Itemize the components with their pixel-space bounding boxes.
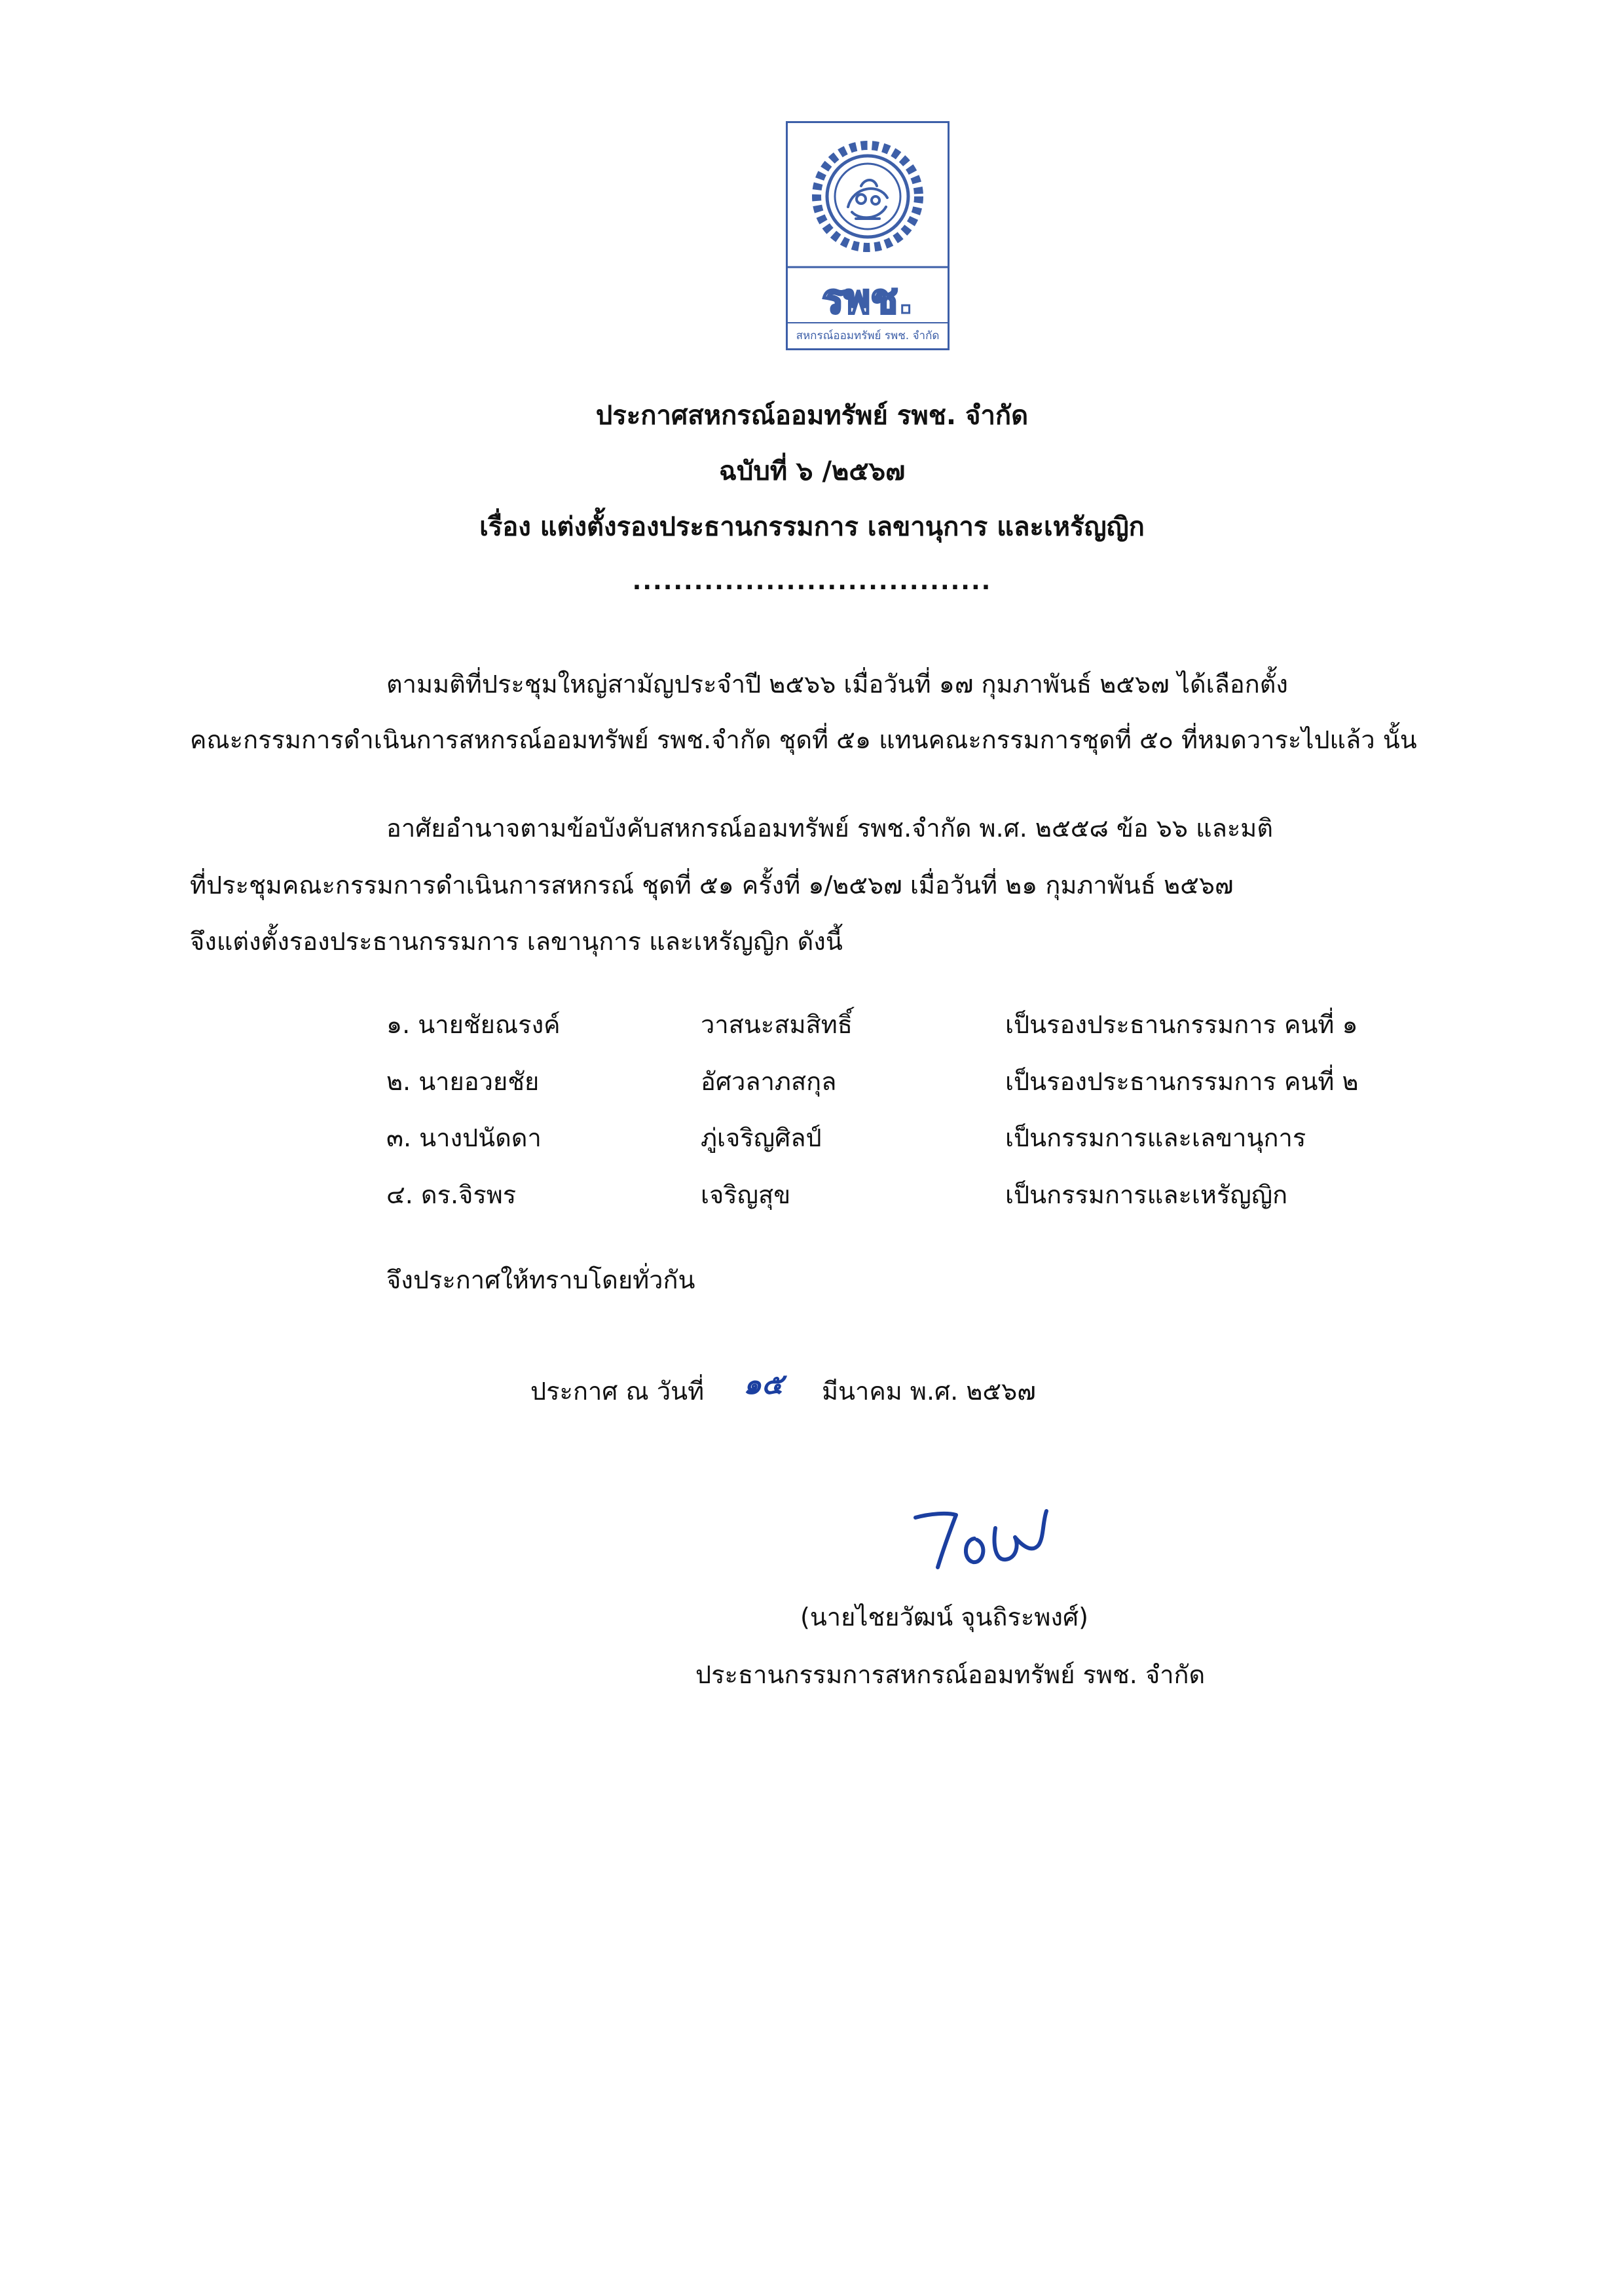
appointee-role: เป็นกรรมการและเหรัญญิก	[1005, 1180, 1288, 1209]
header-divider: ...................................	[632, 568, 992, 595]
paragraph-2-line-1: อาศัยอำนาจตามข้อบังคับสหกรณ์ออมทรัพย์ รพช.จำกัด พ.ศ. ๒๕๕๘ ข้อ ๖๖ และมติ	[386, 814, 1274, 843]
signatory-name: (นายไชยวัฒน์ จุนถิระพงศ์)	[800, 1603, 1088, 1631]
appointee-last-name: วาสนะสมสิทธิ์	[701, 1010, 853, 1039]
appointee-role: เป็นกรรมการและเลขานุการ	[1005, 1123, 1306, 1152]
paragraph-2-line-2: ที่ประชุมคณะกรรมการดำเนินการสหกรณ์ ชุดที่ ๕๑ ครั้งที่ ๑/๒๕๖๗ เมื่อวันที่ ๒๑ กุมภาพันธ์ ๒๕๖๗	[190, 871, 1234, 900]
appointee-first-name: ๓. นางปนัดดา	[386, 1123, 542, 1152]
announcement-date-prefix: ประกาศ ณ วันที่	[530, 1377, 705, 1406]
cooperative-logo	[786, 121, 950, 350]
appointee-first-name: ๒. นายอวยชัย	[386, 1067, 540, 1096]
announcement-month-year: มีนาคม พ.ศ. ๒๕๖๗	[822, 1377, 1036, 1406]
appointee-last-name: อัศวลาภสกุล	[701, 1067, 837, 1096]
announcement-title: ประกาศสหกรณ์ออมทรัพย์ รพช. จำกัด	[595, 401, 1029, 431]
signatory-title: ประธานกรรมการสหกรณ์ออมทรัพย์ รพช. จำกัด	[695, 1660, 1206, 1689]
logo-emblem-icon	[788, 123, 948, 348]
paragraph-2-line-3: จึงแต่งตั้งรองประธานกรรมการ เลขานุการ และเหรัญญิก ดังนี้	[190, 927, 843, 956]
appointee-row	[0, 1118, 1624, 1157]
announcement-number: ฉบับที่ ๖ /๒๕๖๗	[718, 456, 906, 486]
appointee-last-name: ภู่เจริญศิลป์	[701, 1123, 822, 1152]
appointee-last-name: เจริญสุข	[701, 1180, 791, 1209]
appointee-first-name: ๔. ดร.จิรพร	[386, 1180, 517, 1209]
announcement-subject: เรื่อง แต่งตั้งรองประธานกรรมการ เลขานุการ และเหรัญญิก	[479, 512, 1145, 542]
logo-caption: สหกรณ์ออมทรัพย์ รพช. จำกัด	[796, 329, 940, 342]
appointee-role: เป็นรองประธานกรรมการ คนที่ ๒	[1005, 1067, 1359, 1096]
appointee-row	[0, 1062, 1624, 1101]
handwritten-signature-icon	[904, 1499, 1061, 1578]
appointee-first-name: ๑. นายชัยณรงค์	[386, 1010, 561, 1039]
appointee-row	[0, 1005, 1624, 1044]
paragraph-1-line-1: ตามมติที่ประชุมใหญ่สามัญประจำปี ๒๕๖๖ เมื่อวันที่ ๑๗ กุมภาพันธ์ ๒๕๖๗ ได้เลือกตั้ง	[386, 670, 1288, 699]
paragraph-1-line-2: คณะกรรมการดำเนินการสหกรณ์ออมทรัพย์ รพช.จำกัด ชุดที่ ๕๑ แทนคณะกรรมการชุดที่ ๕๐ ที่หมดวาระไปแล้ว นั้น	[190, 725, 1417, 754]
closing-statement: จึงประกาศให้ทราบโดยทั่วกัน	[386, 1266, 695, 1294]
appointee-role: เป็นรองประธานกรรมการ คนที่ ๑	[1005, 1010, 1358, 1039]
handwritten-day: ๑๕	[743, 1368, 784, 1401]
logo-abbreviation: รพช.	[822, 275, 913, 323]
appointee-row	[0, 1175, 1624, 1214]
